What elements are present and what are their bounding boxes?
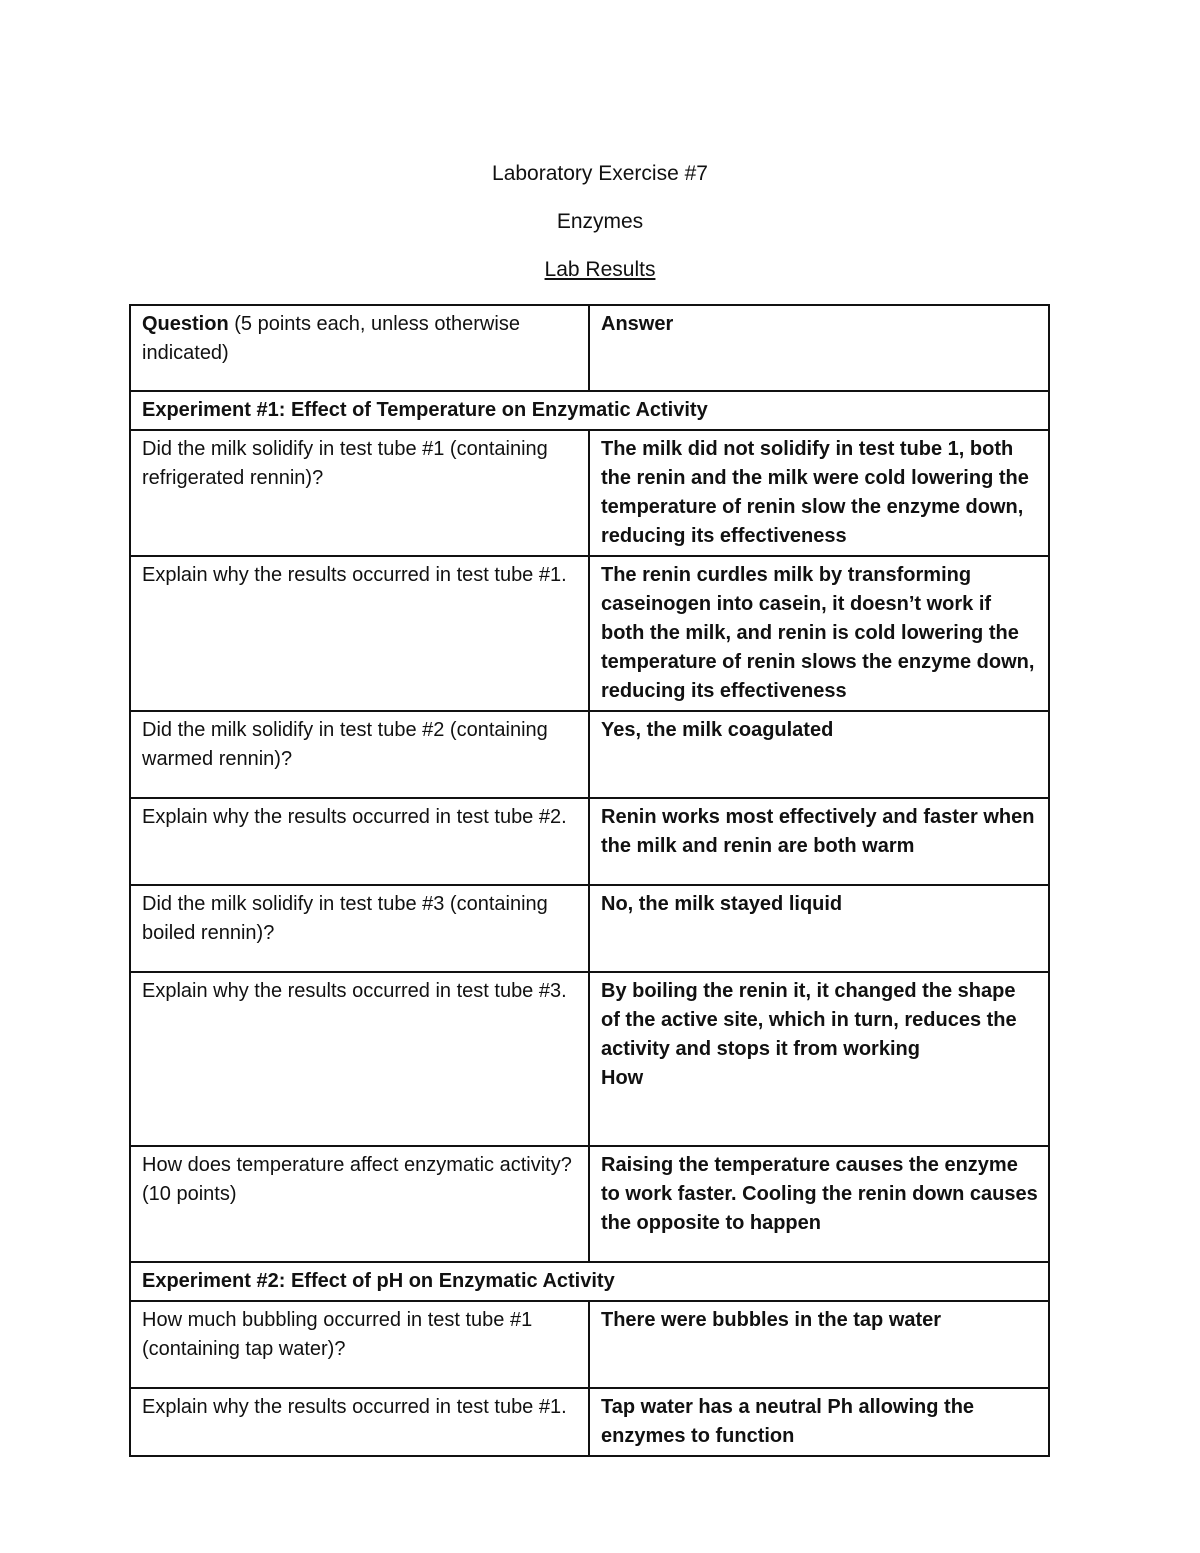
question-header-label: Question [142, 313, 229, 335]
document-subtitle: Enzymes [556, 210, 644, 233]
question-header-cell [130, 305, 589, 391]
answer-line: By boiling the renin it, it changed the shape of the active site, which in turn, reduces the activity and stops it from working [601, 980, 1017, 1060]
answer-line: How [601, 1067, 644, 1089]
answer-cell [589, 556, 1049, 711]
answer-line: Yes, the milk coagulated [601, 719, 834, 741]
section-title: Experiment #1: Effect of Temperature on Enzymatic Activity [130, 391, 1049, 430]
table-row [130, 711, 1049, 798]
question-cell: Explain why the results occurred in test tube #1. [130, 556, 589, 711]
table-row [130, 1301, 1049, 1388]
answer-cell [589, 885, 1049, 972]
question-cell: Did the milk solidify in test tube #1 (containing refrigerated rennin)? [130, 430, 589, 556]
answer-line: Renin works most effectively and faster when the milk and renin are both warm [601, 806, 1035, 857]
table-header-row [130, 305, 1049, 391]
table-row [130, 972, 1049, 1146]
table-row [130, 1146, 1049, 1262]
answer-cell [589, 1301, 1049, 1388]
document-title: Laboratory Exercise #7 [492, 162, 708, 185]
section-row [130, 1262, 1049, 1301]
question-cell: Did the milk solidify in test tube #2 (containing warmed rennin)? [130, 711, 589, 798]
table-row [130, 885, 1049, 972]
table-row [130, 430, 1049, 556]
question-cell: Did the milk solidify in test tube #3 (containing boiled rennin)? [130, 885, 589, 972]
section-heading: Lab Results [544, 258, 656, 281]
answer-line: The renin curdles milk by transforming caseinogen into casein, it doesn’t work if both the milk, and renin is cold lowering the temperature of renin slows the enzyme down, reducing its effectiveness [601, 564, 1035, 702]
table-row [130, 1388, 1049, 1456]
answer-header-cell [589, 305, 1049, 391]
table-row [130, 556, 1049, 711]
answer-cell [589, 972, 1049, 1146]
answer-header-label: Answer [601, 313, 674, 335]
document-header [0, 160, 1200, 284]
section-title: Experiment #2: Effect of pH on Enzymatic Activity [130, 1262, 1049, 1301]
answer-cell [589, 798, 1049, 885]
question-cell: How does temperature affect enzymatic activity? (10 points) [130, 1146, 589, 1262]
table-row [130, 798, 1049, 885]
answer-line: Raising the temperature causes the enzyme to work faster. Cooling the renin down causes the opposite to happen [601, 1154, 1038, 1234]
answer-line: No, the milk stayed liquid [601, 893, 843, 915]
question-header-note: (5 points each, unless otherwise indicated) [142, 313, 520, 364]
answer-cell [589, 711, 1049, 798]
answer-line: There were bubbles in the tap water [601, 1309, 942, 1331]
lab-results-table [129, 304, 1050, 1457]
answer-cell [589, 1146, 1049, 1262]
answer-line: The milk did not solidify in test tube 1, both the renin and the milk were cold lowering the temperature of renin slow the enzyme down, reducing its effectiveness [601, 438, 1029, 547]
answer-cell [589, 430, 1049, 556]
question-cell: Explain why the results occurred in test tube #3. [130, 972, 589, 1146]
question-cell: Explain why the results occurred in test tube #1. [130, 1388, 589, 1456]
answer-cell [589, 1388, 1049, 1456]
section-row [130, 391, 1049, 430]
answer-line: Tap water has a neutral Ph allowing the enzymes to function [601, 1396, 975, 1447]
question-cell: Explain why the results occurred in test tube #2. [130, 798, 589, 885]
question-cell: How much bubbling occurred in test tube #1 (containing tap water)? [130, 1301, 589, 1388]
